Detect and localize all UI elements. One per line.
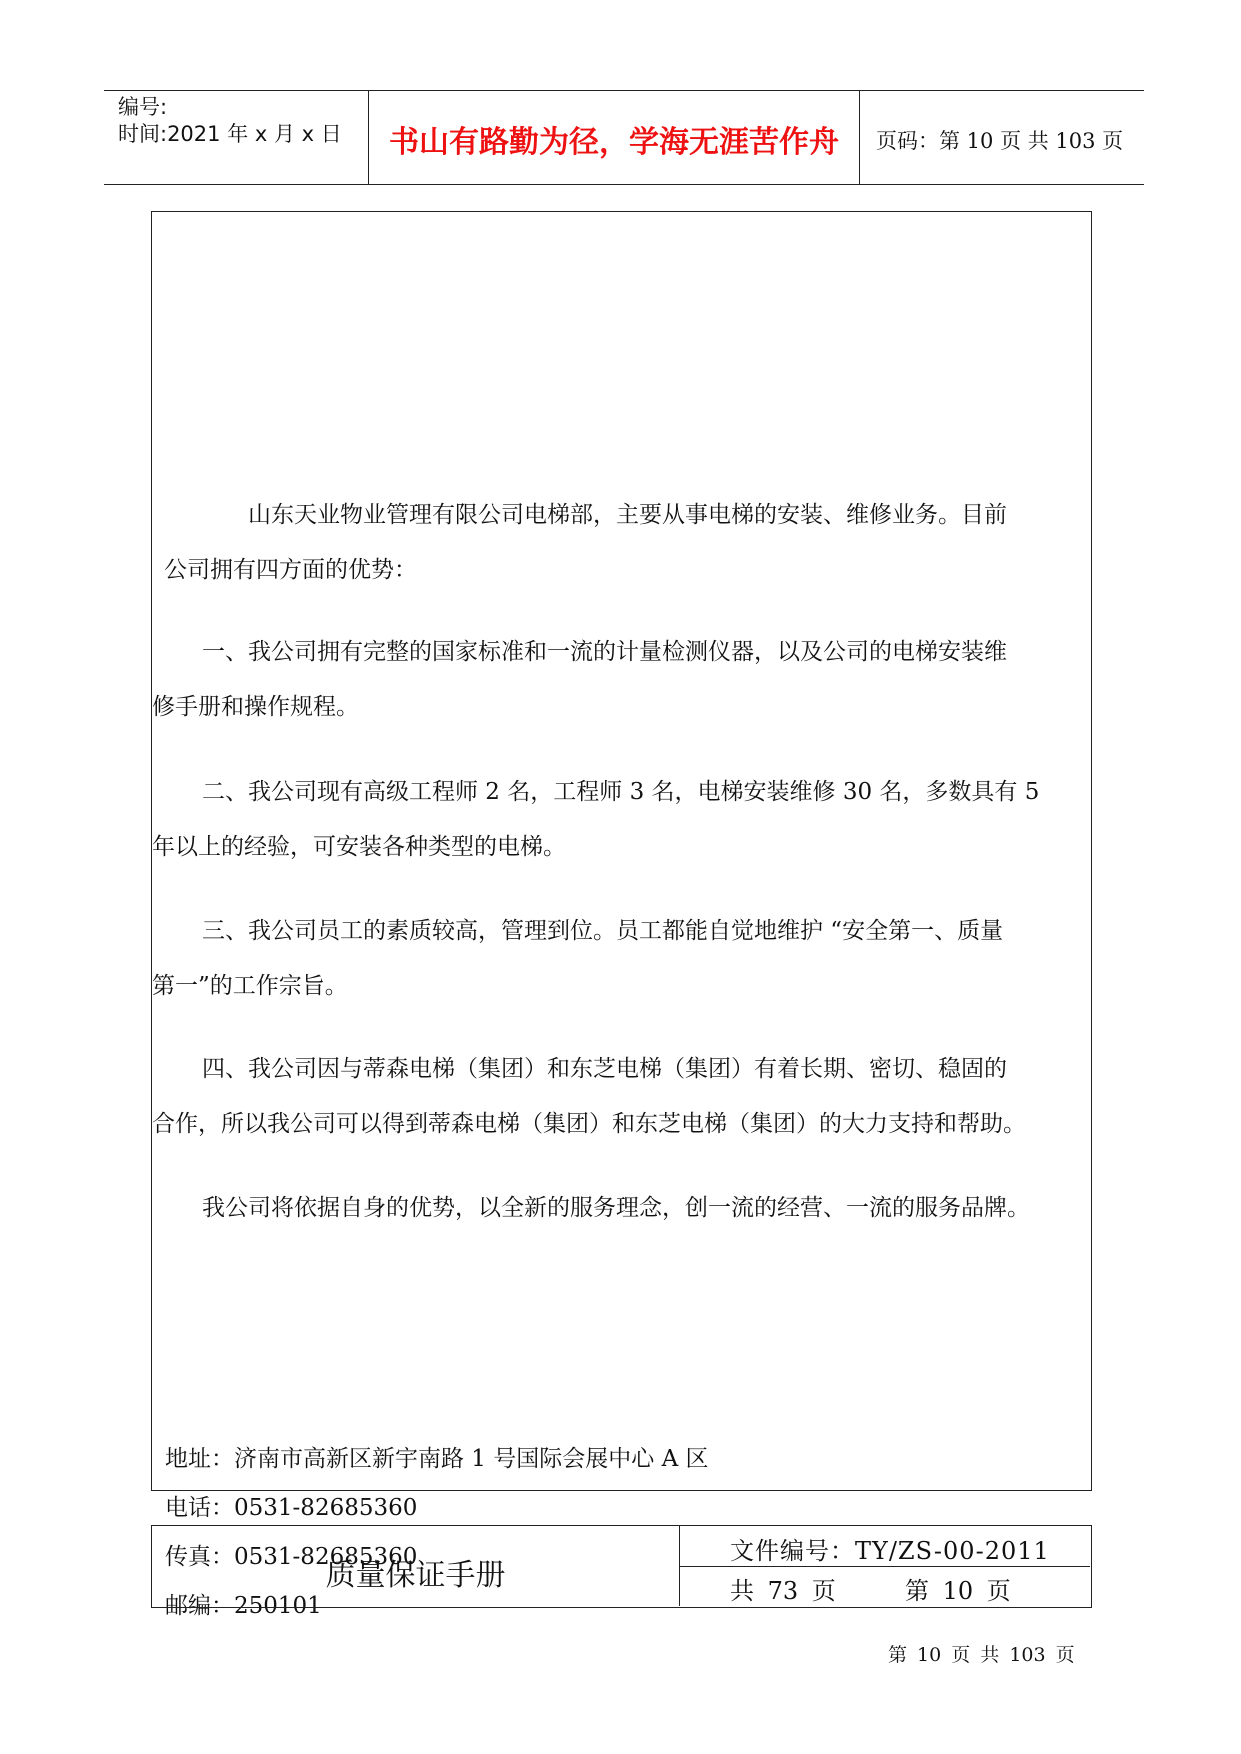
advantage-4-paragraph xyxy=(152,1042,1090,1152)
footer-table xyxy=(151,1525,1092,1608)
advantage-1-line-1: 一、我公司拥有完整的国家标准和一流的计量检测仪器，以及公司的电梯安装维 xyxy=(202,639,1007,665)
advantage-3-line-2: 第一”的工作宗旨。 xyxy=(152,973,348,999)
advantage-2-line-2: 年以上的经验，可安装各种类型的电梯。 xyxy=(152,834,566,860)
intro-line-2: 公司拥有四方面的优势： xyxy=(164,557,417,583)
header-page-info: 页码：第 10 页 共 103 页 xyxy=(876,129,1124,153)
advantage-1-paragraph xyxy=(152,625,1090,735)
advantage-1-line-2: 修手册和操作规程。 xyxy=(152,694,359,720)
current-page: 第 10 页 xyxy=(905,1577,1011,1605)
header-meta-cell xyxy=(104,91,368,184)
footer-pages-cell xyxy=(680,1567,1090,1606)
contact-postcode: 邮编：250101 xyxy=(165,1593,322,1619)
contact-address: 地址：济南市高新区新宇南路 1 号国际会展中心 A 区 xyxy=(165,1446,709,1472)
footer-file-number-cell xyxy=(680,1526,1090,1567)
document-time: 时间:2021 年 x 月 x 日 xyxy=(118,122,342,146)
manual-title: 质量保证手册 xyxy=(325,1558,506,1593)
file-number: 文件编号：TY/ZS-00-2011 xyxy=(730,1537,1050,1565)
total-pages: 共 73 页 xyxy=(730,1577,836,1605)
closing-paragraph xyxy=(152,1181,1090,1236)
motto: 书山有路勤为径，学海无涯苦作舟 xyxy=(389,125,839,160)
intro-paragraph xyxy=(152,488,1090,598)
page-footer-number: 第 10 页 共 103 页 xyxy=(888,1644,1075,1666)
page-header xyxy=(104,90,1144,185)
advantage-2-paragraph xyxy=(152,765,1090,875)
advantage-3-line-1: 三、我公司员工的素质较高，管理到位。员工都能自觉地维护 “安全第一、质量 xyxy=(202,918,1004,944)
closing-line: 我公司将依据自身的优势，以全新的服务理念，创一流的经营、一流的服务品牌。 xyxy=(202,1195,1030,1221)
contact-fax: 传真：0531-82685360 xyxy=(165,1544,418,1570)
advantage-4-line-2: 合作，所以我公司可以得到蒂森电梯（集团）和东芝电梯（集团）的大力支持和帮助。 xyxy=(152,1111,1026,1137)
intro-line-1: 山东天业物业管理有限公司电梯部，主要从事电梯的安装、维修业务。目前 xyxy=(248,502,1007,528)
advantage-2-line-1: 二、我公司现有高级工程师 2 名，工程师 3 名，电梯安装维修 30 名，多数具有 5 xyxy=(202,779,1040,805)
header-page-cell xyxy=(860,91,1144,184)
advantage-3-paragraph xyxy=(152,904,1090,1014)
document-number-label: 编号: xyxy=(118,95,168,119)
header-motto-cell xyxy=(368,91,860,184)
contact-phone: 电话：0531-82685360 xyxy=(165,1495,418,1521)
advantage-4-line-1: 四、我公司因与蒂森电梯（集团）和东芝电梯（集团）有着长期、密切、稳固的 xyxy=(202,1056,1007,1082)
footer-title-cell xyxy=(152,1526,680,1606)
